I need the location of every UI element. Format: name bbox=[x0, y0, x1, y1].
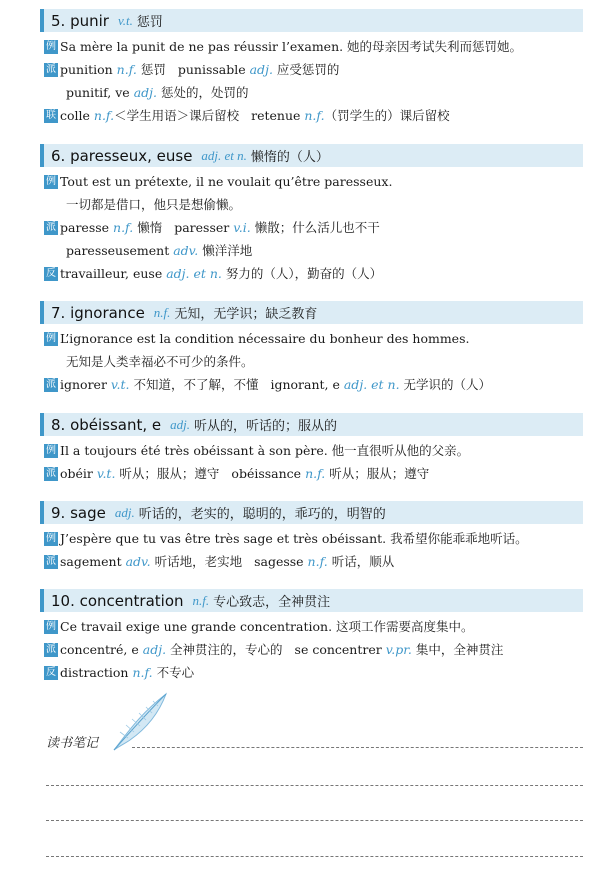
headword: 7. ignorance bbox=[51, 303, 145, 322]
example-label-icon: 例 bbox=[46, 621, 56, 632]
entry-line bbox=[40, 661, 583, 684]
entry-line bbox=[40, 462, 583, 485]
part-of-speech: n.f. bbox=[153, 304, 171, 320]
headword: 6. paresseux, euse bbox=[51, 146, 193, 165]
line-text: Tout est un prétexte, il ne voulait qu’être paresseux. bbox=[60, 174, 393, 189]
derived-label-icon: 派 bbox=[46, 379, 56, 390]
notes-rule bbox=[46, 785, 583, 786]
entry bbox=[40, 413, 583, 485]
entry-line bbox=[40, 81, 583, 104]
line-text: 听从；服从；遵守 bbox=[115, 466, 220, 481]
line-text: 惩罚 bbox=[136, 62, 166, 77]
part-of-speech: adj. bbox=[249, 62, 273, 77]
derived-label-icon: 派 bbox=[46, 64, 56, 75]
line-text: 全神贯注的，专心的 bbox=[166, 642, 283, 657]
line-text: 努力的（人），勤奋的（人） bbox=[221, 266, 383, 281]
entry bbox=[40, 9, 583, 127]
meaning: 专心致志，全神贯注 bbox=[213, 595, 331, 610]
line-text: ignorer bbox=[60, 377, 111, 392]
line-text: 懒洋洋地 bbox=[198, 243, 253, 258]
line-text: paresser bbox=[174, 220, 234, 235]
line-text: 无学识的（人） bbox=[399, 377, 492, 392]
line-text: paresseusement bbox=[66, 243, 174, 258]
antonym-label-icon: 反 bbox=[46, 667, 56, 678]
entry-line bbox=[40, 216, 583, 239]
part-of-speech: n.f. bbox=[93, 108, 115, 123]
part-of-speech: v.pr. bbox=[385, 642, 412, 657]
part-of-speech: n.f. bbox=[305, 466, 326, 481]
part-of-speech: n.f. bbox=[307, 554, 328, 569]
line-text: obéir bbox=[60, 466, 97, 481]
line-text: 听话地，老实地 bbox=[150, 554, 243, 569]
line-text: 应受惩罚的 bbox=[272, 62, 340, 77]
entry-line bbox=[40, 615, 583, 638]
entry-header bbox=[40, 9, 583, 32]
example-label-icon: 例 bbox=[46, 176, 56, 187]
entry-line bbox=[40, 327, 583, 350]
notes-rule bbox=[132, 747, 583, 748]
headword: 9. sage bbox=[51, 503, 106, 522]
line-text: punitif, ve bbox=[66, 85, 134, 100]
line-text: retenue bbox=[251, 108, 305, 123]
entry-line bbox=[40, 58, 583, 81]
line-text: concentré, e bbox=[60, 642, 143, 657]
line-text: 集中，全神贯注 bbox=[411, 642, 504, 657]
line-text: 惩处的，处罚的 bbox=[157, 85, 249, 100]
derived-label-icon: 派 bbox=[46, 222, 56, 233]
line-text: punition bbox=[60, 62, 117, 77]
derived-label-icon: 派 bbox=[46, 468, 56, 479]
line-text: 懒惰 bbox=[133, 220, 163, 235]
line-text: travailleur, euse bbox=[60, 266, 167, 281]
entry-line bbox=[40, 527, 583, 550]
notes-rule bbox=[46, 820, 583, 821]
line-text: ignorant, e bbox=[270, 377, 344, 392]
part-of-speech: n.f. bbox=[132, 665, 153, 680]
part-of-speech: adj. bbox=[142, 642, 167, 657]
entry-header bbox=[40, 144, 583, 167]
line-text: Il a toujours été très obéissant à son père. 他一直很听从他的父亲。 bbox=[60, 443, 470, 458]
part-of-speech: n.f. bbox=[304, 108, 325, 123]
line-text: sagesse bbox=[254, 554, 308, 569]
entry bbox=[40, 144, 583, 285]
example-label-icon: 例 bbox=[46, 333, 56, 344]
entry-line bbox=[40, 262, 583, 285]
meaning: 无知，无学识；缺乏教育 bbox=[174, 307, 318, 322]
derived-label-icon: 派 bbox=[46, 556, 56, 567]
headword: 8. obéissant, e bbox=[51, 415, 162, 434]
part-of-speech: v.i. bbox=[233, 220, 251, 235]
line-text: sagement bbox=[60, 554, 126, 569]
entry-line bbox=[40, 638, 583, 661]
entry-line bbox=[40, 373, 583, 396]
entry-header bbox=[40, 301, 583, 324]
notes-title: 读书笔记 bbox=[46, 736, 99, 751]
part-of-speech: adj. bbox=[133, 85, 157, 100]
line-text: 无知是人类幸福必不可少的条件。 bbox=[66, 354, 254, 369]
part-of-speech: v.t. bbox=[96, 466, 116, 481]
part-of-speech: n.f. bbox=[116, 62, 137, 77]
line-text: Sa mère la punit de ne pas réussir l’examen. 她的母亲因考试失利而惩罚她。 bbox=[60, 39, 523, 54]
part-of-speech: adv. bbox=[125, 554, 151, 569]
entry-line bbox=[40, 170, 583, 193]
line-text: Ce travail exige une grande concentration. 这项工作需要高度集中。 bbox=[60, 619, 474, 634]
part-of-speech: adj. et n. bbox=[201, 147, 247, 163]
line-text: obéissance bbox=[231, 466, 306, 481]
entry-line bbox=[40, 550, 583, 573]
line-text: L’ignorance est la condition nécessaire du bonheur des hommes. bbox=[60, 331, 470, 346]
entry-line bbox=[40, 350, 583, 373]
part-of-speech: adj. et n. bbox=[343, 377, 400, 392]
related-label-icon: 联 bbox=[46, 110, 56, 121]
notes-rule bbox=[46, 856, 583, 857]
entry-line bbox=[40, 35, 583, 58]
entry-header bbox=[40, 413, 583, 436]
line-text: colle bbox=[60, 108, 94, 123]
part-of-speech: adj. bbox=[170, 416, 191, 432]
entry-line bbox=[40, 104, 583, 127]
line-text: 不知道，不了解，不懂 bbox=[129, 377, 259, 392]
line-text: 懒散；什么活儿也不干 bbox=[250, 220, 380, 235]
line-text: paresse bbox=[60, 220, 114, 235]
derived-label-icon: 派 bbox=[46, 644, 56, 655]
entry-header bbox=[40, 501, 583, 524]
line-text: punissable bbox=[177, 62, 250, 77]
line-text: 听话，顺从 bbox=[327, 554, 395, 569]
part-of-speech: adv. bbox=[173, 243, 199, 258]
entry bbox=[40, 501, 583, 573]
meaning: 懒惰的（人） bbox=[250, 150, 329, 165]
part-of-speech: adj. bbox=[114, 504, 135, 520]
part-of-speech: v.t. bbox=[110, 377, 130, 392]
meaning: 听从的，听话的；服从的 bbox=[194, 419, 338, 434]
part-of-speech: n.f. bbox=[113, 220, 134, 235]
headword: 5. punir bbox=[51, 11, 109, 30]
example-label-icon: 例 bbox=[46, 41, 56, 52]
headword: 10. concentration bbox=[51, 591, 184, 610]
entry bbox=[40, 301, 583, 396]
part-of-speech: n.f. bbox=[192, 592, 210, 608]
line-text: ＜学生用语＞课后留校 bbox=[114, 108, 240, 123]
line-text: J’espère que tu vas être très sage et très obéissant. 我希望你能乖乖地听话。 bbox=[60, 531, 528, 546]
line-text: （罚学生的）课后留校 bbox=[324, 108, 450, 123]
line-text: se concentrer bbox=[294, 642, 386, 657]
entry-header bbox=[40, 589, 583, 612]
line-text: 听从；服从；遵守 bbox=[325, 466, 430, 481]
antonym-label-icon: 反 bbox=[46, 268, 56, 279]
feather-icon bbox=[110, 692, 170, 752]
meaning: 惩罚 bbox=[136, 15, 163, 30]
entry-line bbox=[40, 439, 583, 462]
example-label-icon: 例 bbox=[46, 533, 56, 544]
line-text: 一切都是借口，他只是想偷懒。 bbox=[66, 197, 242, 212]
example-label-icon: 例 bbox=[46, 445, 56, 456]
line-text: distraction bbox=[60, 665, 133, 680]
entry-line bbox=[40, 239, 583, 262]
part-of-speech: adj. et n. bbox=[166, 266, 222, 281]
line-text: 不专心 bbox=[152, 665, 195, 680]
meaning: 听话的，老实的，聪明的，乖巧的，明智的 bbox=[138, 507, 386, 522]
part-of-speech: v.t. bbox=[117, 12, 133, 28]
entry bbox=[40, 589, 583, 684]
entry-line bbox=[40, 193, 583, 216]
